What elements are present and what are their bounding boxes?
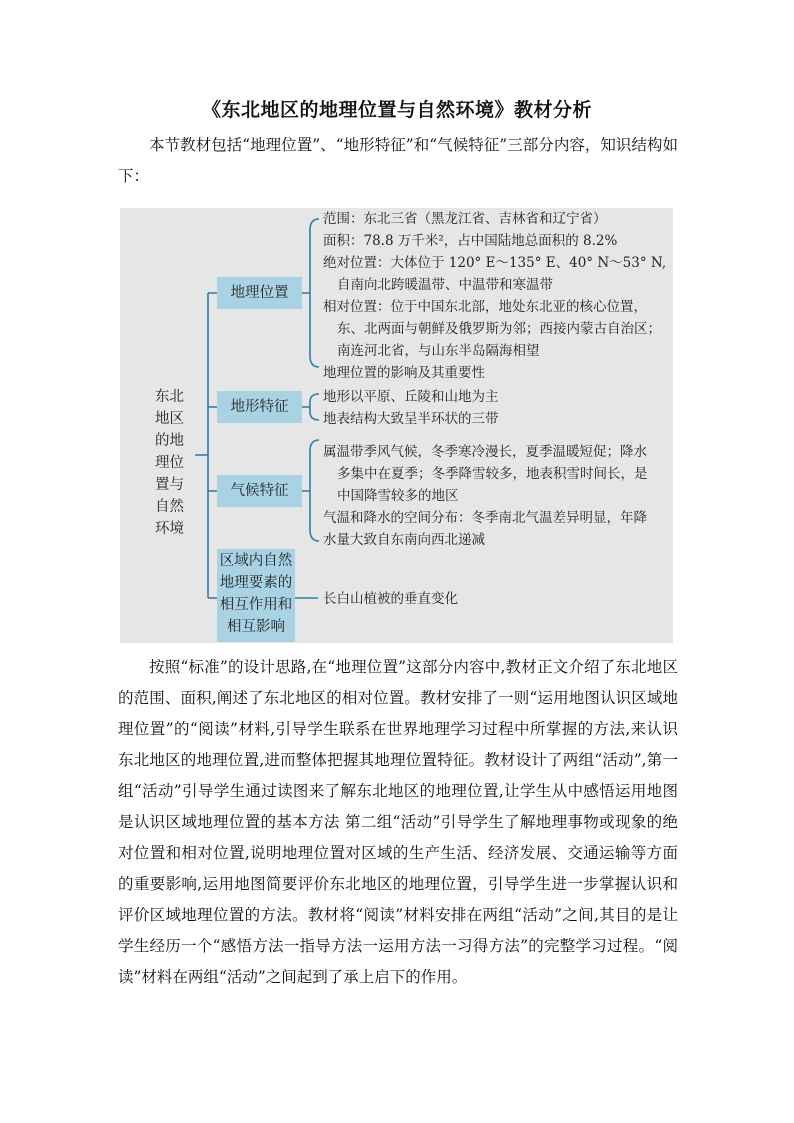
leaf-line: 东、北两面与朝鲜及俄罗斯为邻；西接内蒙古自治区； [337, 321, 661, 337]
root-topic-line: 理位 [155, 455, 184, 471]
leaf-line: 地理位置的影响及其重要性 [323, 365, 485, 381]
leaf-line: 水量大致自东南向西北递减 [323, 532, 485, 548]
leaf-line: 自南向北跨暖温带、中温带和寒温带 [337, 277, 553, 293]
root-topic [155, 386, 195, 540]
leaf-line: 范围：东北三省（黑龙江省、吉林省和辽宁省） [323, 211, 607, 227]
branch-label-line: 相互作用和 [219, 597, 293, 613]
climate-details [323, 441, 648, 551]
branch-label-line: 相互影响 [227, 619, 285, 635]
leaf-line: 多集中在夏季；冬季降雪较多，地表积雪时间长，是 [337, 466, 648, 482]
root-topic-line: 东北 [155, 389, 184, 405]
leaf-line: 相对位置：位于中国东北部，地处东北亚的核心位置， [323, 299, 647, 315]
leaf-line: 中国降雪较多的地区 [337, 488, 459, 504]
terrain-details [323, 386, 499, 430]
branch-climate-features: 气候特征 [217, 475, 302, 507]
root-topic-line: 自然 [155, 499, 184, 515]
leaf-line: 南连河北省，与山东半岛隔海相望 [337, 343, 540, 359]
branch-geographic-location: 地理位置 [217, 277, 302, 309]
branch-terrain-features: 地形特征 [217, 391, 302, 423]
leaf-line: 绝对位置：大体位于 120° E～135° E、40° N～53° N, [323, 255, 667, 271]
leaf-line: 地表结构大致呈半环状的三带 [323, 411, 499, 427]
leaf-line: 气温和降水的空间分布：冬季南北气温差异明显，年降 [323, 510, 647, 526]
branch-interaction [217, 549, 295, 642]
leaf-line: 属温带季风气候，冬季寒冷漫长，夏季温暖短促；降水 [323, 444, 647, 460]
intro-paragraph: 本节教材包括“地理位置”、“地形特征”和“气候特征”三部分内容，知识结构如下： [118, 136, 678, 185]
branch-label-line: 区域内自然 [219, 553, 293, 569]
leaf-line: 地形以平原、丘陵和山地为主 [323, 389, 499, 405]
knowledge-structure-figure [120, 208, 673, 643]
leaf-line: 面积：78.8 万千米²，占中国陆地总面积的 8.2% [323, 233, 618, 249]
document-title: 《东北地区的地理位置与自然环境》教材分析 [201, 99, 592, 121]
body-paragraph: 按照“标准”的设计思路,在“地理位置”这部分内容中,教材正文介绍了东北地区的范围、面积,阐述了东北地区的相对位置。教材安排了一则“运用地图认识区域地理位置”的“阅读”材料,引导学生联系在世界地理学习过程中所掌握的方法,来认识东北地区的地理位置,进而整体把握其地理位置特征。教材设计了两组“活动”,第一组“活动”引导学生通过读图来了解东北地区的地理位置,让学生从中感悟运用地图是认识区域地理位置的基本方法 第二组“活动”引导学生了解地理事物或现象的绝对位置和相对位置,说明地理位置对区域的生产生活、经济发展、交通运输等方面的重要影响,运用地图简要评价东北地区的地理位置，引导学生进一步掌握认识和评价区域地理位置的方法。教材将“阅读”材料安排在两组“活动”之间,其目的是让学生经历一个“感悟方法一指导方法一运用方法一习得方法”的完整学习过程。“阅读”材料在两组“活动”之间起到了承上启下的作用。 [118, 658, 678, 986]
root-topic-line: 地区 [155, 411, 184, 427]
root-topic-line: 的地 [155, 433, 184, 449]
interaction-details [323, 588, 458, 610]
branch-label-line: 地理要素的 [219, 575, 293, 591]
location-details [323, 208, 666, 384]
leaf-line: 长白山植被的垂直变化 [323, 591, 458, 607]
root-topic-line: 环境 [155, 521, 184, 537]
root-topic-line: 置与 [155, 477, 184, 493]
